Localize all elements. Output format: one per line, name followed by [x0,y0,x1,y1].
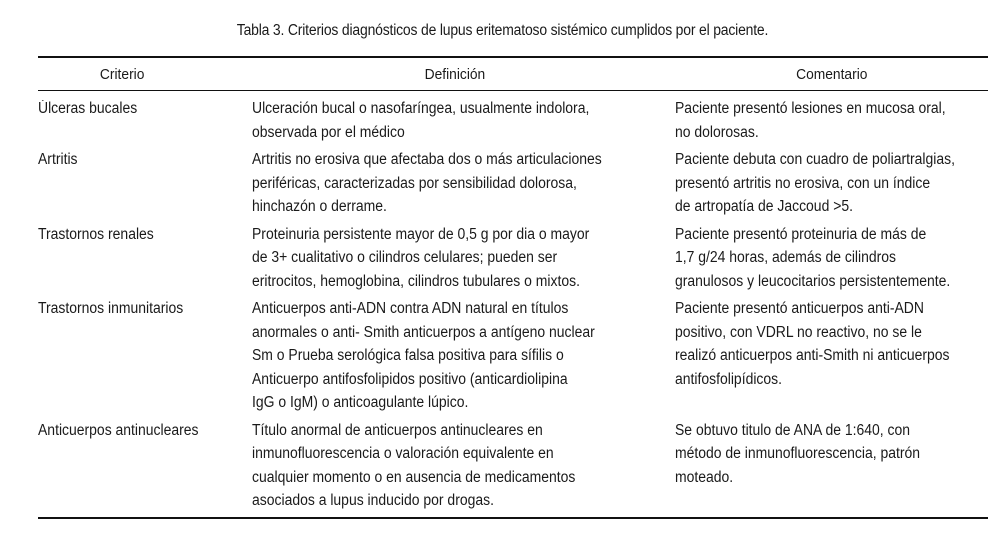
cell-text-line: presentó artritis no erosiva, con un índice [675,174,931,192]
cell-text-line: granulosos y leucocitarios persistentemente. [675,272,951,290]
table-bottom-rule [38,517,988,519]
cell-text-line: Anticuerpo antifosfolipidos positivo (anticardiolipina [252,370,568,388]
header-criterio: Criterio [99,66,145,83]
cell-text-line: Proteinuria persistente mayor de 0,5 g por dia o mayor [252,225,590,243]
cell-text-line: Paciente presentó anticuerpos anti-ADN [675,300,924,317]
cell-text-line: Paciente presentó lesiones en mucosa oral, [675,100,946,117]
cell-text-line: Paciente presentó proteinuria de más de [675,225,927,243]
cell-definicion [252,223,589,294]
cell-text-line: positivo, con VDRL no reactivo, no se le [675,323,922,341]
cell-text-line: Paciente debuta con cuadro de poliartralgias, [675,151,955,168]
cell-text-line: método de inmunofluorescencia, patrón [675,445,921,462]
cell-definicion [252,148,602,219]
cell-text-line: Artritis no erosiva que afectaba dos o más articulaciones [252,151,602,168]
cell-text-line: 1,7 g/24 horas, además de cilindros [675,249,897,266]
cell-definicion [252,297,595,415]
criteria-table [38,56,988,519]
cell-text-line: de artropatía de Jaccoud >5. [675,198,853,215]
table-body [38,91,988,517]
cell-text-line: no dolorosas. [675,123,759,141]
table-row [38,297,988,419]
cell-text-line: Anticuerpos anti-ADN contra ADN natural en títulos [252,300,569,317]
table-row [38,148,988,223]
cell-text-line: Anticuerpos antinucleares [38,421,199,439]
cell-criterio [38,97,137,121]
table-row [38,419,988,517]
cell-comentario [675,223,950,294]
cell-criterio [38,148,78,172]
table-row [38,91,988,148]
cell-definicion [252,97,589,144]
table-row [38,223,988,298]
cell-text-line: asociados a lupus inducido por drogas. [252,492,494,509]
cell-text-line: Úlceras bucales [38,100,138,117]
table-header-row [38,58,988,90]
cell-text-line: Ulceración bucal o nasofaríngea, usualmente indolora, [252,100,590,117]
cell-text-line: Trastornos renales [38,225,154,243]
cell-comentario [675,419,920,490]
cell-text-line: observada por el médico [252,123,405,141]
table-caption: Tabla 3. Criterios diagnósticos de lupus eritematoso sistémico cumplidos por el paciente. [236,22,769,39]
cell-criterio [38,297,183,321]
cell-text-line: inmunofluorescencia o valoración equivalente en [252,445,554,462]
cell-text-line: cualquier momento o en ausencia de medicamentos [252,468,576,486]
cell-comentario [675,97,946,144]
cell-text-line: antifosfolipídicos. [675,370,783,388]
cell-text-line: Se obtuvo titulo de ANA de 1:640, con [675,421,910,439]
cell-text-line: Artritis [38,151,78,168]
cell-text-line: Trastornos inmunitarios [38,300,184,317]
cell-criterio [38,223,154,247]
cell-text-line: hinchazón o derrame. [252,198,387,215]
cell-text-line: moteado. [675,468,734,486]
cell-text-line: anormales o anti- Smith anticuerpos a antígeno nuclear [252,323,595,341]
cell-text-line: eritrocitos, hemoglobina, cilindros tubulares o mixtos. [252,272,580,290]
cell-comentario [675,148,955,219]
cell-comentario [675,297,950,391]
cell-text-line: de 3+ cualitativo o cilindros celulares; pueden ser [252,249,558,266]
cell-text-line: realizó anticuerpos anti-Smith ni anticuerpos [675,347,950,364]
cell-text-line: Título anormal de anticuerpos antinucleares en [252,421,543,439]
cell-text-line: IgG o IgM) o anticoagulante lúpico. [252,394,469,411]
cell-criterio [38,419,199,443]
cell-text-line: Sm o Prueba serológica falsa positiva para sífilis o [252,347,564,364]
header-definicion: Definición [424,66,486,83]
cell-text-line: periféricas, caracterizadas por sensibilidad dolorosa, [252,174,577,192]
header-comentario: Comentario [796,66,868,83]
cell-definicion [252,419,575,513]
